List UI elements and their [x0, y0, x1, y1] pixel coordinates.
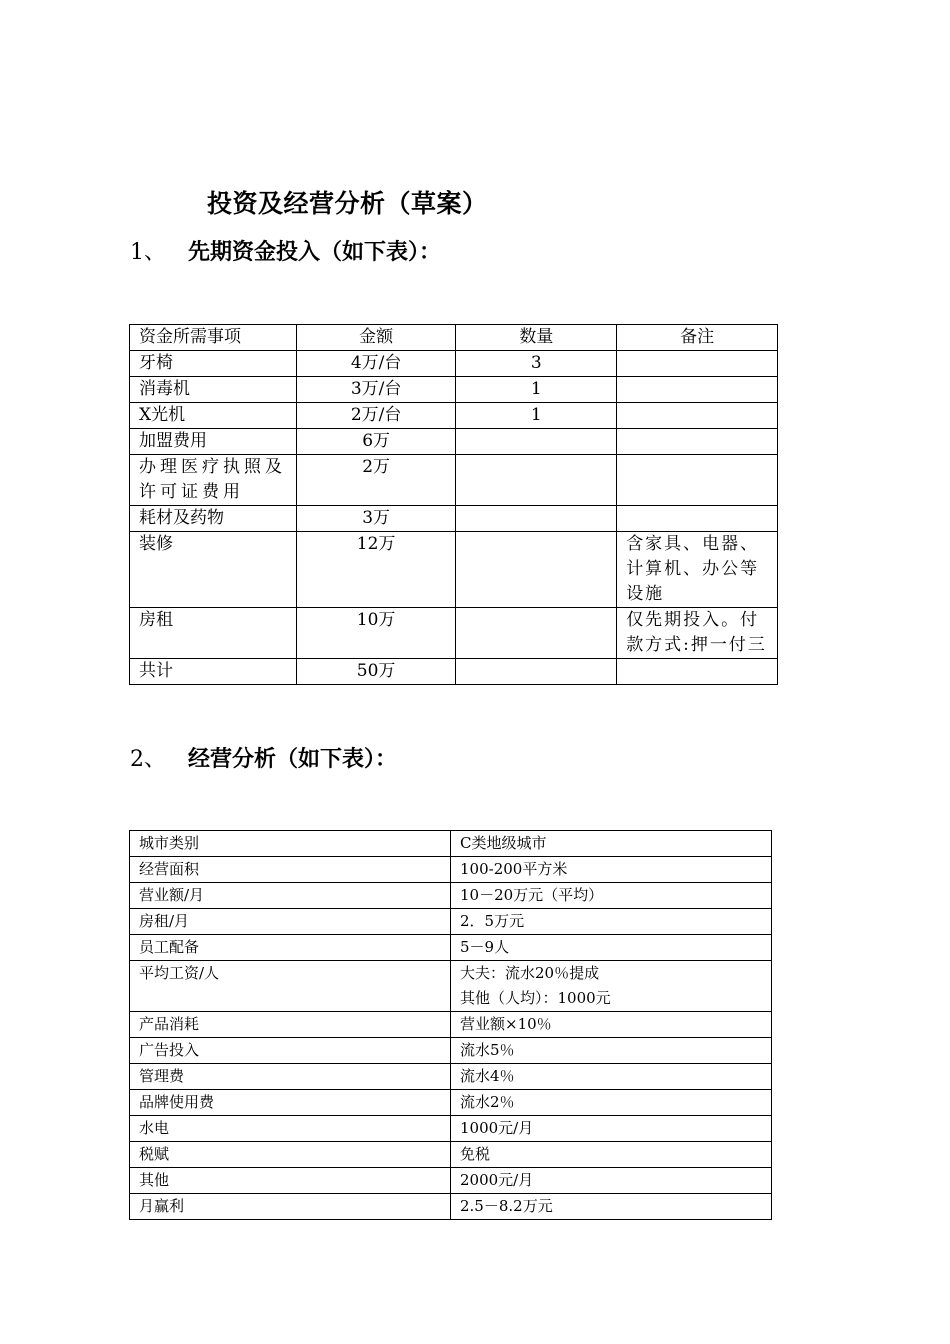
row-label: 产品消耗	[130, 1012, 451, 1038]
row-value	[451, 961, 772, 1012]
row-value: 营业额×10％	[451, 1012, 772, 1038]
table-row	[130, 1090, 772, 1116]
table-row	[130, 1064, 772, 1090]
header-qty: 数量	[456, 325, 617, 351]
table-row	[130, 961, 772, 1012]
table-row	[130, 909, 772, 935]
table-row	[130, 1012, 772, 1038]
table-row	[130, 429, 778, 455]
row-note	[617, 351, 778, 377]
row-qty	[456, 608, 617, 659]
table-row	[130, 532, 778, 608]
row-label: 广告投入	[130, 1038, 451, 1064]
row-qty	[456, 506, 617, 532]
row-value: 2000元/月	[451, 1168, 772, 1194]
row-note	[617, 659, 778, 685]
table-row	[130, 883, 772, 909]
section-1-heading	[130, 235, 441, 266]
row-qty	[456, 429, 617, 455]
row-label: 水电	[130, 1116, 451, 1142]
row-qty	[456, 532, 617, 608]
investment-table-header	[130, 325, 778, 351]
row-value: C类地级城市	[451, 831, 772, 857]
table-row	[130, 1142, 772, 1168]
row-label: 税赋	[130, 1142, 451, 1168]
row-amount: 3万/台	[296, 377, 456, 403]
section-1-title: 先期资金投入（如下表）：	[188, 239, 442, 265]
row-amount: 4万/台	[296, 351, 456, 377]
row-label: 营业额/月	[130, 883, 451, 909]
row-value: 流水5％	[451, 1038, 772, 1064]
table-row	[130, 935, 772, 961]
document-title: 投资及经营分析（草案）	[207, 189, 488, 218]
table-row	[130, 1168, 772, 1194]
table-row	[130, 857, 772, 883]
row-value: 流水4％	[451, 1064, 772, 1090]
row-amount: 10万	[296, 608, 456, 659]
row-item: 办理医疗执照及许可证费用	[130, 455, 297, 506]
row-item: 加盟费用	[130, 429, 297, 455]
section-2-number: 2、	[130, 747, 166, 772]
row-qty	[456, 455, 617, 506]
table-row	[130, 1194, 772, 1220]
table-row	[130, 608, 778, 659]
row-qty: 1	[456, 377, 617, 403]
row-value: 100-200平方米	[451, 857, 772, 883]
table-row	[130, 1116, 772, 1142]
row-qty: 3	[456, 351, 617, 377]
table-row	[130, 351, 778, 377]
row-amount: 2万	[296, 455, 456, 506]
row-label: 城市类别	[130, 831, 451, 857]
section-2-title: 经营分析（如下表）：	[188, 746, 398, 772]
section-2-heading	[130, 742, 397, 773]
row-note	[617, 455, 778, 506]
row-item: 共计	[130, 659, 297, 685]
row-amount: 50万	[296, 659, 456, 685]
row-value: 免税	[451, 1142, 772, 1168]
row-label: 管理费	[130, 1064, 451, 1090]
row-item: X光机	[130, 403, 297, 429]
row-value: 1000元/月	[451, 1116, 772, 1142]
row-label: 其他	[130, 1168, 451, 1194]
row-item: 牙椅	[130, 351, 297, 377]
row-value-line-1: 大夫：流水20％提成	[460, 964, 600, 982]
table-row	[130, 831, 772, 857]
row-label: 品牌使用费	[130, 1090, 451, 1116]
row-note	[617, 377, 778, 403]
row-label: 员工配备	[130, 935, 451, 961]
row-note: 仅先期投入。付款方式:押一付三	[617, 608, 778, 659]
row-amount: 6万	[296, 429, 456, 455]
row-label: 经营面积	[130, 857, 451, 883]
table-row	[130, 403, 778, 429]
operation-table	[129, 830, 772, 1220]
row-note: 含家具、电器、计算机、办公等设施	[617, 532, 778, 608]
investment-table	[129, 324, 778, 685]
row-item: 房租	[130, 608, 297, 659]
row-value-line-2: 其他（人均）：1000元	[460, 989, 611, 1007]
header-item: 资金所需事项	[130, 325, 297, 351]
row-value: 10－20万元（平均）	[451, 883, 772, 909]
row-value: 流水2％	[451, 1090, 772, 1116]
row-qty	[456, 659, 617, 685]
table-row	[130, 377, 778, 403]
table-row	[130, 506, 778, 532]
row-amount: 3万	[296, 506, 456, 532]
row-note	[617, 429, 778, 455]
row-value: 2．5万元	[451, 909, 772, 935]
row-qty: 1	[456, 403, 617, 429]
row-label: 月赢利	[130, 1194, 451, 1220]
header-amount: 金额	[296, 325, 456, 351]
row-label: 房租/月	[130, 909, 451, 935]
row-item: 耗材及药物	[130, 506, 297, 532]
row-amount: 12万	[296, 532, 456, 608]
row-value: 2.5－8.2万元	[451, 1194, 772, 1220]
row-amount: 2万/台	[296, 403, 456, 429]
table-row-total	[130, 659, 778, 685]
section-1-number: 1、	[130, 240, 166, 265]
header-note: 备注	[617, 325, 778, 351]
table-row	[130, 1038, 772, 1064]
row-note	[617, 403, 778, 429]
row-note	[617, 506, 778, 532]
table-row	[130, 455, 778, 506]
row-item: 消毒机	[130, 377, 297, 403]
row-item: 装修	[130, 532, 297, 608]
row-label: 平均工资/人	[130, 961, 451, 1012]
row-value: 5－9人	[451, 935, 772, 961]
